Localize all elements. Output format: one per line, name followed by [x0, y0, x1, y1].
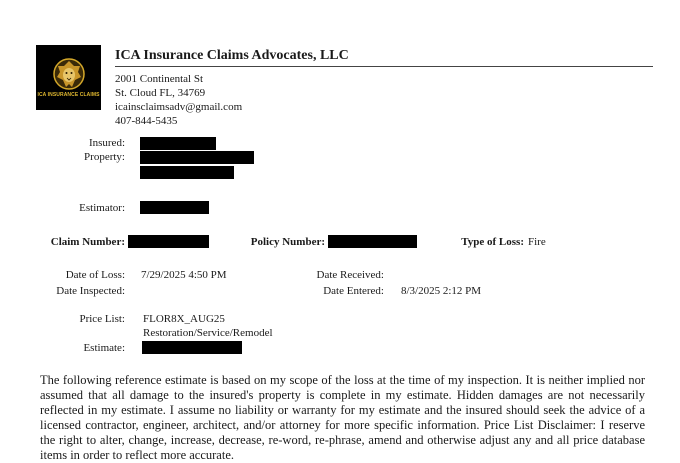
- policy-number-label: Policy Number:: [250, 236, 325, 248]
- date-of-loss-label: Date of Loss:: [65, 269, 125, 281]
- address-street: 2001 Continental St: [115, 73, 203, 85]
- date-of-loss-value: 7/29/2025 4:50 PM: [141, 269, 227, 281]
- date-entered-value: 8/3/2025 2:12 PM: [401, 285, 482, 297]
- claim-number-redacted: [128, 235, 209, 248]
- price-list-category: Restoration/Service/Remodel: [143, 327, 273, 339]
- date-inspected-label: Date Inspected:: [56, 285, 125, 297]
- insured-redacted: [140, 137, 216, 150]
- header-divider: [115, 66, 653, 67]
- company-logo: [36, 45, 101, 110]
- date-entered-label: Date Entered:: [323, 285, 384, 297]
- address-city: St. Cloud FL, 34769: [115, 87, 206, 99]
- price-list-value: FLOR8X_AUG25: [143, 313, 225, 325]
- type-of-loss-label: Type of Loss:: [461, 236, 524, 248]
- company-address: [115, 72, 242, 128]
- company-email: icainsclaimsadv@gmail.com: [115, 101, 243, 113]
- estimator-redacted: [140, 201, 209, 214]
- lion-head-icon: [52, 57, 86, 91]
- insured-label: Insured:: [88, 137, 125, 149]
- logo-text: ICA INSURANCE CLAIMS: [37, 92, 100, 98]
- estimator-label: Estimator:: [79, 202, 125, 214]
- type-of-loss-value: Fire: [528, 236, 546, 248]
- claim-number-label: Claim Number:: [50, 236, 125, 248]
- date-received-label: Date Received:: [316, 269, 384, 281]
- property-label: Property:: [84, 151, 125, 163]
- property-redacted-line1: [140, 151, 254, 164]
- property-redacted-line2: [140, 166, 234, 179]
- company-name: ICA Insurance Claims Advocates, LLC: [115, 48, 349, 63]
- estimate-redacted: [142, 341, 242, 354]
- company-phone: 407-844-5435: [115, 115, 178, 127]
- disclaimer-paragraph: The following reference estimate is based on my scope of the loss at the time of my inspection. It is neither implied nor assumed that all damage to the insured's property is complete in my estimate. Hidden damages are not necessarily reflected in my estimate. I assume no liability or warranty for my estimate and the insured should seek the advice of a licensed contractor, engineer, architect, and/or attorney for more specific information. Price List Disclaimer: I reserve the right to alter, change, increase, decrease, re-word, re-phrase, amend and otherwise adjust any and all price database items in order to reflect more accurate.: [40, 373, 645, 462]
- policy-number-redacted: [328, 235, 417, 248]
- estimate-label: Estimate:: [83, 342, 125, 354]
- price-list-label: Price List:: [79, 313, 125, 325]
